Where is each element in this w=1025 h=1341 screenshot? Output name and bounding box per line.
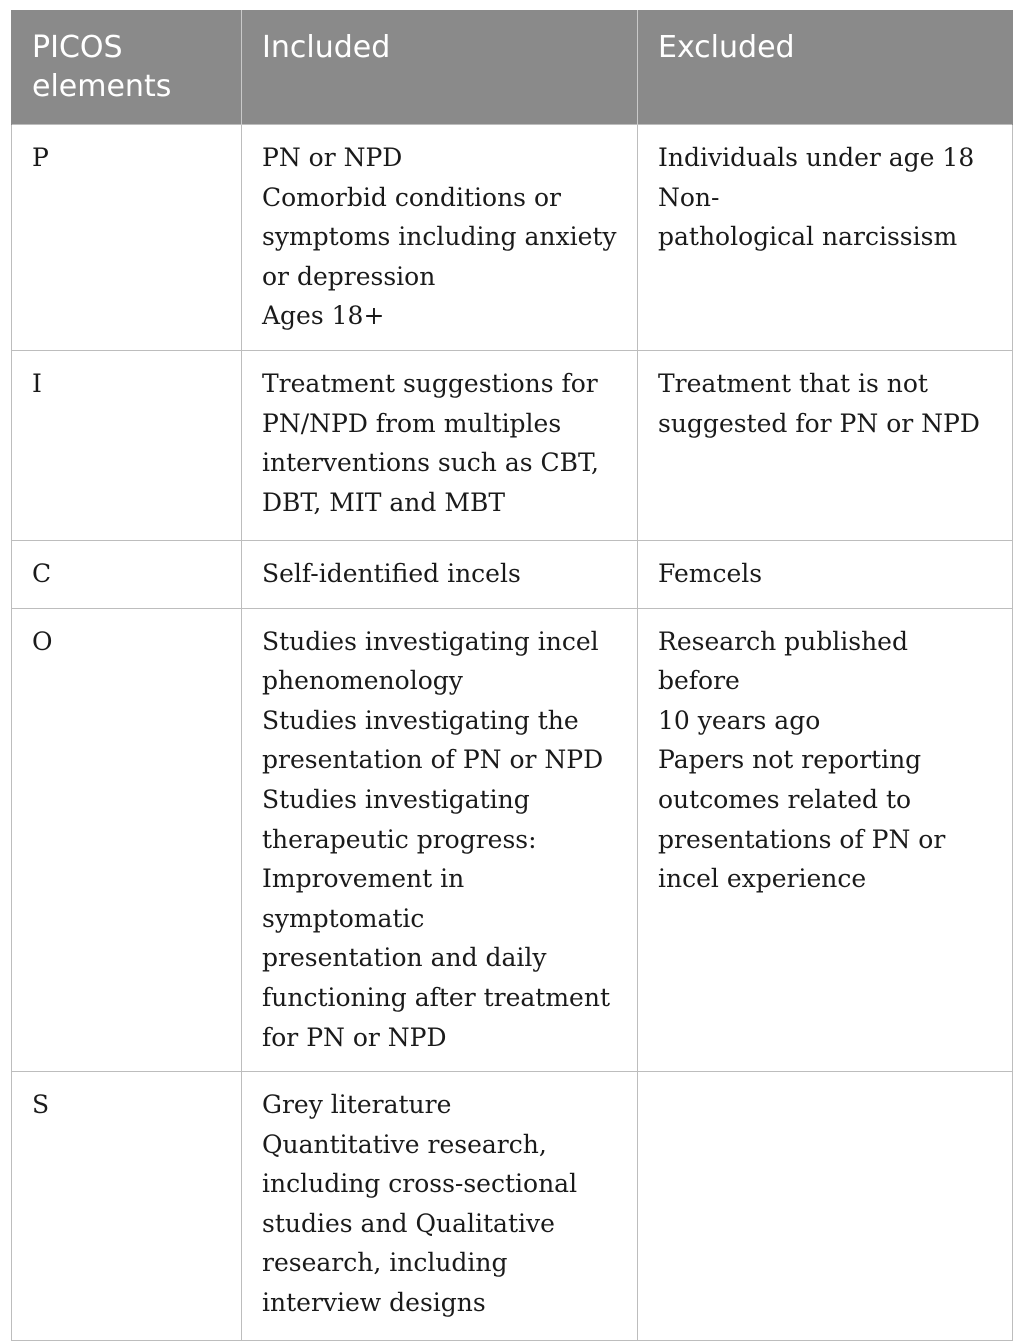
- cell-line: Improvement in symptomatic: [262, 864, 465, 933]
- element-cell: I: [12, 350, 242, 540]
- cell-line: outcomes related to: [658, 784, 912, 814]
- cell-line: Quantitative research,: [262, 1129, 547, 1159]
- included-cell: [242, 540, 638, 608]
- cell-line: Treatment suggestions for: [262, 368, 598, 398]
- cell-line: presentations of PN or: [658, 824, 946, 854]
- element-cell: C: [12, 540, 242, 608]
- cell-line: Non-: [658, 182, 720, 212]
- included-cell: [242, 1072, 638, 1341]
- excluded-cell: [638, 350, 1013, 540]
- excluded-cell: [638, 1072, 1013, 1341]
- cell-line: pathological narcissism: [658, 222, 958, 252]
- cell-line: interventions such as CBT,: [262, 448, 599, 478]
- header-picos-elements: [12, 10, 242, 125]
- cell-line: Ages 18+: [262, 301, 385, 331]
- cell-line: Comorbid conditions or: [262, 182, 561, 212]
- cell-line: Studies investigating incel: [262, 626, 599, 656]
- included-cell: [242, 608, 638, 1072]
- table-row: [12, 125, 1013, 351]
- cell-line: symptoms including anxiety: [262, 222, 617, 252]
- excluded-cell: [638, 125, 1013, 351]
- element-cell: O: [12, 608, 242, 1072]
- table-row: [12, 1072, 1013, 1341]
- cell-line: interview designs: [262, 1288, 486, 1318]
- cell-line: 10 years ago: [658, 705, 821, 735]
- cell-line: presentation and daily: [262, 943, 547, 973]
- element-cell: P: [12, 125, 242, 351]
- cell-line: or depression: [262, 261, 436, 291]
- cell-line: Studies investigating: [262, 784, 530, 814]
- table-row: [12, 608, 1013, 1072]
- cell-line: PN/NPD from multiples: [262, 408, 562, 438]
- cell-line: Grey literature: [262, 1090, 452, 1120]
- cell-line: PN or NPD: [262, 143, 403, 172]
- included-cell: [242, 350, 638, 540]
- cell-line: suggested for PN or NPD: [658, 408, 980, 438]
- header-excluded: Excluded: [638, 10, 1013, 125]
- cell-line: DBT, MIT and MBT: [262, 487, 506, 517]
- cell-line: Treatment that is not: [658, 368, 928, 398]
- header-picos-elements-line: elements: [32, 69, 172, 104]
- cell-line: functioning after treatment: [262, 982, 610, 1012]
- cell-line: including cross-sectional: [262, 1169, 578, 1199]
- header-picos-elements-line: PICOS: [32, 30, 123, 65]
- cell-line: Femcels: [658, 558, 763, 588]
- cell-line: research, including: [262, 1248, 508, 1278]
- cell-line: Research published before: [658, 626, 908, 696]
- cell-line: phenomenology: [262, 666, 463, 696]
- included-cell: [242, 125, 638, 351]
- element-cell: S: [12, 1072, 242, 1341]
- cell-line: therapeutic progress:: [262, 824, 537, 854]
- table-row: [12, 350, 1013, 540]
- cell-line: incel experience: [658, 864, 867, 894]
- cell-line: presentation of PN or NPD: [262, 745, 604, 775]
- excluded-cell: [638, 608, 1013, 1072]
- table-row: [12, 540, 1013, 608]
- header-included: Included: [242, 10, 638, 125]
- cell-line: Studies investigating the: [262, 705, 579, 735]
- cell-line: for PN or NPD: [262, 1022, 447, 1052]
- picos-criteria-table: [11, 10, 1013, 1341]
- cell-line: Individuals under age 18: [658, 143, 975, 172]
- excluded-cell: [638, 540, 1013, 608]
- cell-line: studies and Qualitative: [262, 1208, 555, 1238]
- cell-line: Self-identified incels: [262, 558, 521, 588]
- table-header-row: [12, 10, 1013, 125]
- cell-line: Papers not reporting: [658, 745, 922, 775]
